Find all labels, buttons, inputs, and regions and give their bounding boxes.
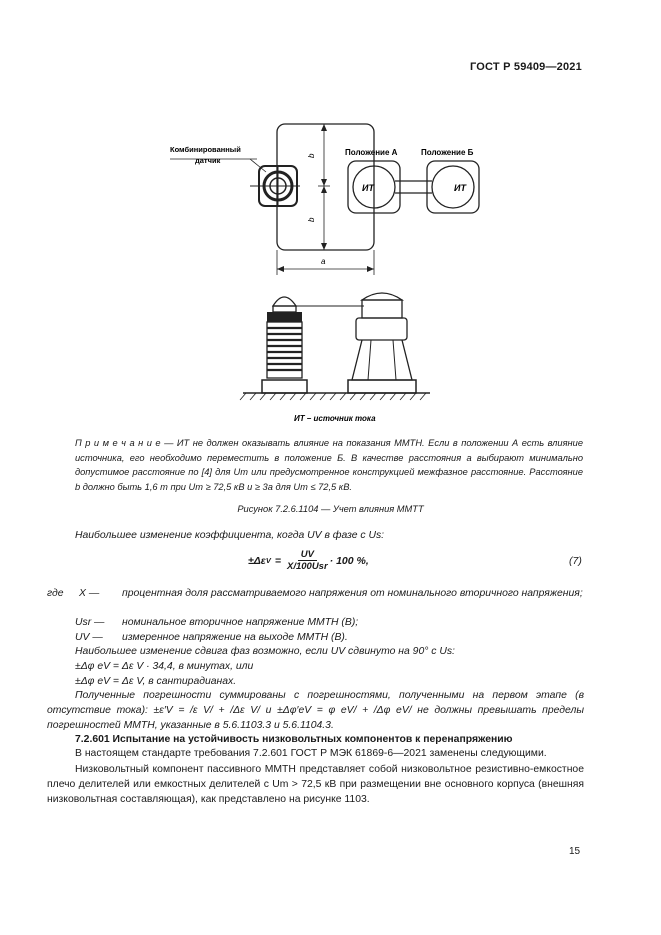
figure-legend: ИТ – источник тока	[294, 414, 376, 423]
paragraph-low-voltage: Низковольтный компонент пассивного ММТН представляет собой низковольтное резистивно-емкостное плечо делителей или емкостных делителей с Um > 72,5 кВ при размещении вне основного корпуса (внешняя низковольтная составляющая), как представлено на рисунке 1103.	[47, 764, 584, 805]
figure-diagram	[0, 0, 661, 430]
label-sensor-line1: Комбинированный	[170, 145, 241, 154]
label-position-b: Положение Б	[421, 148, 474, 157]
label-it-a: ИТ	[362, 183, 374, 193]
formula-denominator: X/100Usr	[287, 561, 328, 572]
sensor-elevation	[262, 297, 307, 393]
legend-uv-text: измеренное напряжение на выходе ММТН (В).	[122, 632, 348, 643]
formula-lhs-sub: V	[265, 556, 271, 565]
dim-a: a	[321, 257, 326, 266]
label-position-a: Положение А	[345, 148, 398, 157]
figure-caption: Рисунок 7.2.6.1104 — Учет влияния ММТТ	[237, 504, 424, 514]
formula-fraction	[287, 549, 328, 572]
dim-b-top: b	[307, 153, 316, 158]
paragraph-phase-shift: Наибольшее изменение сдвига фаз возможно, если UV сдвинуто на 90° с Us:	[75, 646, 455, 657]
document-header: ГОСТ Р 59409—2021	[470, 61, 582, 73]
legend-uv-symbol: UV —	[75, 632, 103, 643]
equation-number: (7)	[569, 555, 582, 567]
where-word: где	[47, 588, 64, 599]
figure-note: П р и м е ч а н и е — ИТ не должен оказывать влияние на показания ММТН. Если в положении А есть влияние источника, его необходимо переместить в положение Б. В качестве расстояния a выбирают минимально допустимое расстояние по [4] для Um или предусмотренное конструкцией межфазное расстояние. Расстояние b должно быть 1,6 m при Um ≥ 72,5 кВ и ≥ 3a для Um ≤ 72,5 кВ.	[75, 438, 583, 492]
formula-centiradians: ±Δφ eV = Δε V, в сантирадианах.	[75, 676, 237, 687]
current-source-elevation	[348, 293, 416, 393]
legend-x-symbol: X —	[79, 588, 100, 599]
formula-7	[248, 549, 369, 572]
formula-numerator: UV	[298, 549, 317, 561]
section-heading: 7.2.601 Испытание на устойчивость низковольтных компонентов к перенапряжению	[75, 734, 513, 745]
dim-b-bottom: b	[307, 217, 316, 222]
label-it-b: ИТ	[454, 183, 466, 193]
legend-usr-text: номинальное вторичное напряжение ММТН (В);	[122, 617, 359, 628]
formula-minutes: ±Δφ eV = Δε V · 34,4, в минутах, или	[75, 661, 254, 672]
paragraph-ratio-change: Наибольшее изменение коэффициента, когда UV в фазе с Us:	[75, 530, 385, 541]
formula-rhs: · 100 %,	[329, 554, 369, 567]
formula-eq: =	[274, 554, 281, 567]
page-number: 15	[569, 846, 581, 857]
formula-lhs: ±Δε	[248, 554, 266, 567]
legend-usr-symbol: Usr —	[75, 617, 105, 628]
legend-x-text: процентная доля рассматриваемого напряжения от номинального вторичного напряжения;	[122, 588, 583, 599]
paragraph-errors: Полученные погрешности суммированы с погрешностями, полученными на первом этапе (в отсутствие тока): ±ε′V = /ε V/ + /Δε V/ и ±Δφ′eV = φ eV/ + /Δφ eV/ не должны превышать пределы погрешностей ММТН, указанные в 5.6.1103.3 и 5.6.1104.3.	[47, 690, 584, 731]
label-sensor-line2: датчик	[195, 156, 221, 165]
paragraph-requirements: В настоящем стандарте требования 7.2.601 ГОСТ Р МЭК 61869-6—2021 заменены следующими.	[75, 748, 547, 759]
